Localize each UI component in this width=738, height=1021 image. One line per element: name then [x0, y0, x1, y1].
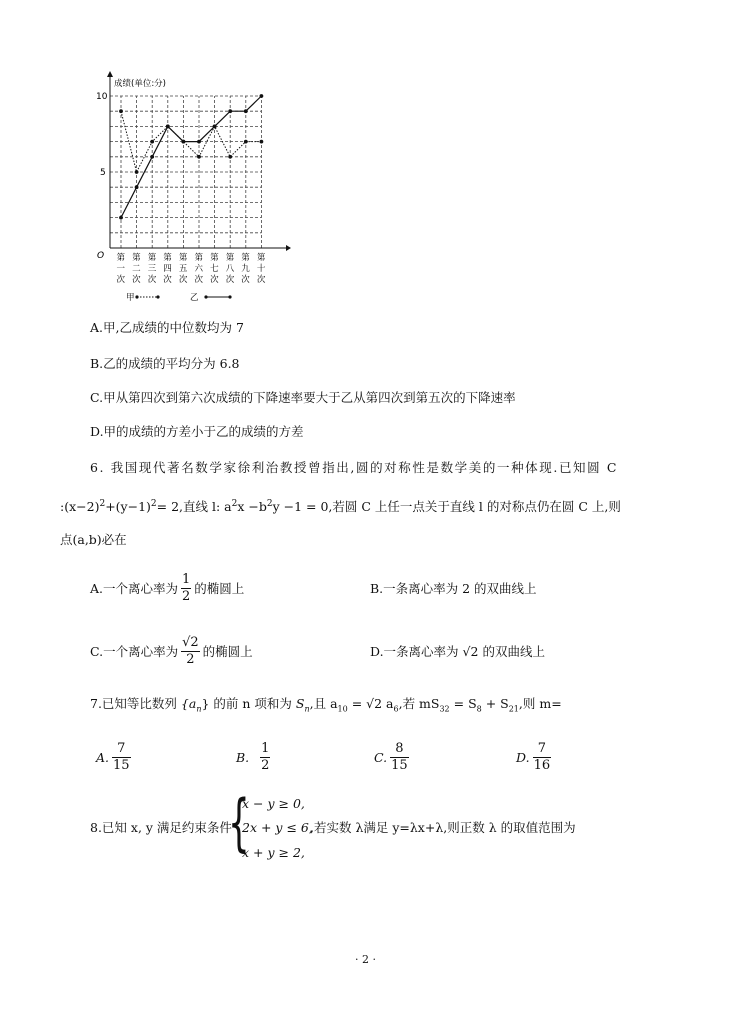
q7-option-b: B. $\frac{1}{2}$: [236, 740, 270, 773]
data-point: [260, 94, 264, 98]
q5-option-b: B.乙的成绩的平均分为 6.8: [90, 356, 240, 371]
legend-marker-yi: [228, 295, 231, 298]
x-tick-label: 次: [241, 275, 250, 285]
x-tick-label: 第: [256, 253, 266, 263]
x-tick-label: 六: [194, 264, 204, 274]
x-tick-label: 次: [256, 275, 266, 285]
score-line-chart: [90, 68, 300, 308]
x-tick-label: 二: [132, 264, 141, 274]
y-tick-label: 5: [100, 168, 106, 178]
x-tick-label: 次: [116, 275, 126, 285]
data-point: [182, 140, 186, 144]
q6-stem-line1: 6. 我国现代著名数学家徐利治教授曾指出,圆的对称性是数学美的一种体现.已知圆 C: [90, 460, 618, 475]
legend-label-yi: 乙: [190, 293, 199, 303]
x-tick-label: 第: [194, 253, 204, 263]
x-tick-label: 四: [163, 264, 172, 274]
data-point: [135, 185, 139, 189]
x-tick-label: 一: [116, 264, 126, 274]
q6-stem-line2: $:(x-2)^2+(y-1)^2= 2$,直线 l: $a^2x -b^2y -1 = 0$,若圆 C 上任一点关于直线 l 的对称点仍在圆 C 上,则: [60, 499, 621, 515]
data-point: [213, 125, 217, 129]
x-tick-label: 次: [178, 275, 188, 285]
data-point: [119, 109, 123, 113]
q7-option-d: D. $\frac{7}{16}$: [516, 740, 551, 773]
q6-option-b: B.一条离心率为 2 的双曲线上: [370, 581, 537, 596]
data-point: [166, 125, 170, 129]
q8-constraint-1: x − y ≥ 0,: [242, 796, 305, 811]
x-tick-label: 第: [132, 253, 141, 263]
x-tick-label: 第: [225, 253, 235, 263]
x-tick-label: 七: [210, 264, 219, 274]
x-tick-label: 第: [116, 253, 126, 263]
y-axis-arrow: [107, 71, 113, 77]
x-tick-label: 第: [178, 253, 188, 263]
page-number: · 2 ·: [355, 953, 376, 966]
x-tick-label: 五: [178, 264, 188, 274]
q5-option-c: C.甲从第四次到第六次成绩的下降速率要大于乙从第四次到第五次的下降速率: [90, 390, 516, 405]
q7-stem: 7.已知等比数列 $\{a_n\}$ 的前 n 项和为 $S_n$,且 $a_{10} = √2$ $a_6$,若 $mS_{32} = S_8 + S_{21}$,则 m=: [90, 696, 562, 714]
q8-brace: {: [228, 786, 250, 859]
q8-constraint-3: x + y ≥ 2,: [242, 845, 305, 860]
chart-title: 成绩(单位:分): [114, 79, 166, 89]
x-tick-label: 次: [147, 275, 157, 285]
x-tick-label: 次: [194, 275, 204, 285]
data-point: [197, 155, 201, 159]
x-tick-label: 次: [132, 275, 141, 285]
x-tick-label: 次: [163, 275, 172, 285]
data-point: [135, 170, 139, 174]
origin-label: O: [97, 251, 105, 261]
q5-option-a: A.甲,乙成绩的中位数均为 7: [90, 320, 244, 335]
q6-option-d: D.一条离心率为 √2 的双曲线上: [370, 643, 545, 659]
x-tick-label: 第: [163, 253, 172, 263]
data-point: [150, 155, 154, 159]
x-tick-label: 次: [225, 275, 235, 285]
q6-option-a: A.一个离心率为 $\frac{1}{2}$ 的椭圆上: [90, 571, 245, 604]
data-point: [228, 155, 232, 159]
x-tick-label: 九: [241, 264, 250, 274]
q6-option-c: C.一个离心率为 $\frac{√2}{2}$ 的椭圆上: [90, 634, 253, 667]
x-tick-label: 三: [147, 264, 157, 274]
q6-stem-line3: 点(a,b)必在: [60, 532, 127, 547]
x-tick-label: 次: [210, 275, 219, 285]
x-tick-label: 第: [241, 253, 250, 263]
q8-stem-pre: 8.已知 x, y 满足约束条件: [90, 820, 232, 835]
x-tick-label: 八: [225, 264, 235, 274]
q8-constraint-2: 2x + y ≤ 6,: [242, 820, 313, 835]
data-point: [197, 140, 201, 144]
x-tick-label: 十: [256, 264, 266, 274]
q7-option-c: C. $\frac{8}{15}$: [374, 740, 408, 773]
data-point: [244, 140, 248, 144]
data-point: [150, 140, 154, 144]
data-point: [228, 109, 232, 113]
y-tick-label: 10: [96, 92, 108, 102]
data-point: [260, 140, 264, 144]
data-point: [119, 216, 123, 220]
q8-stem-post: ,若实数 λ满足 y=λx+λ,则正数 λ 的取值范围为: [310, 820, 576, 835]
data-point: [244, 109, 248, 113]
x-axis-arrow: [286, 245, 291, 251]
legend-label-jia: 甲: [126, 293, 135, 303]
x-tick-label: 第: [147, 253, 157, 263]
q7-option-a: A. $\frac{7}{15}$: [96, 740, 130, 773]
x-tick-label: 第: [210, 253, 219, 263]
legend-marker-jia: [156, 295, 159, 298]
q5-option-d: D.甲的成绩的方差小于乙的成绩的方差: [90, 424, 304, 439]
